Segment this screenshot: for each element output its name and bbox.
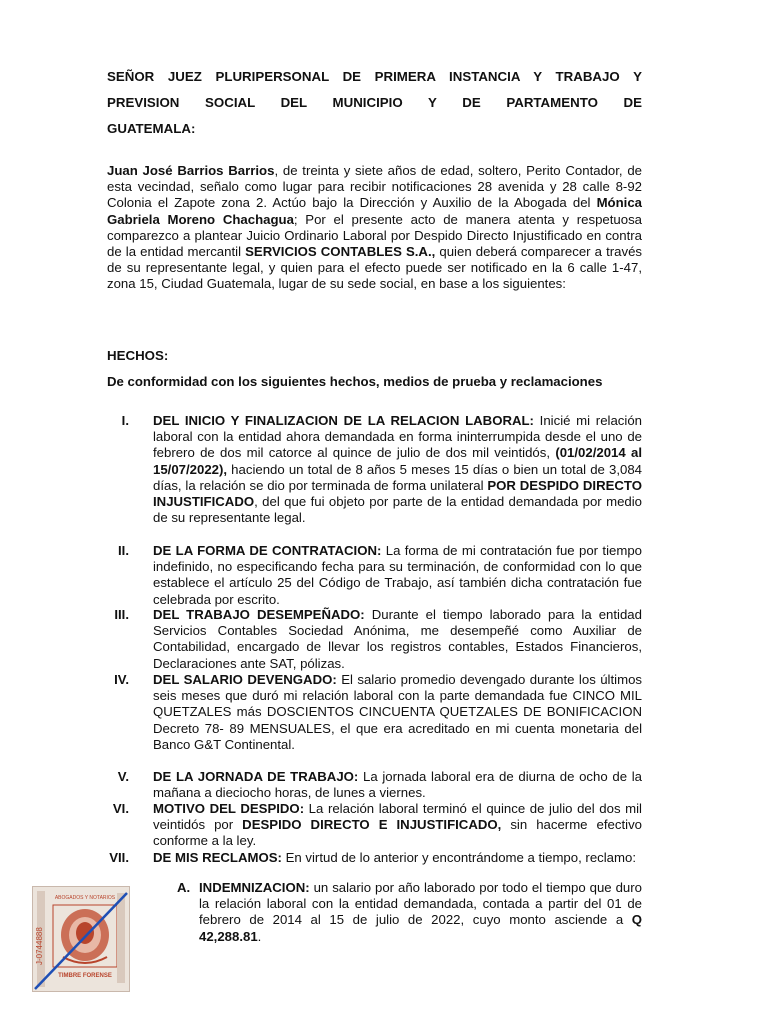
- fact-body: La jornada laboral era de diurna de ocho de la mañana a dieciocho horas, de lunes a viernes.: [153, 769, 642, 801]
- fact-title: DEL INICIO Y FINALIZACION DE LA RELACION LABORAL:: [153, 413, 534, 428]
- fact-body: En virtud de lo anterior y encontrándome a tiempo, reclamo:: [281, 850, 637, 865]
- plaintiff-name: Juan José Barrios Barrios: [107, 163, 275, 178]
- fact-number: II.: [118, 543, 129, 558]
- fact-text: [153, 769, 642, 801]
- fact-text: [153, 607, 642, 672]
- claim-text: [199, 880, 642, 945]
- intro-text-3: quien deberá comparecer a través de su representante legal, y quien para el efecto puede ser notificado en la 6 calle 1-47, zona 15, Ciudad Guatemala, lugar de su sede social, en base a los siguientes:: [107, 244, 642, 292]
- stamp-serial: J-0744888: [35, 927, 44, 965]
- intro-text-2: ; Por el presente acto de manera atenta y respetuosa comparezco a plantear Juicio Ordinario Laboral por Despido Directo Injustificado en contra de la entidad mercantil: [107, 211, 642, 260]
- intro-paragraph: [107, 163, 642, 293]
- hechos-intro: De conformidad con los siguientes hechos, medios de prueba y reclamaciones: [107, 374, 603, 389]
- fact-title: MOTIVO DEL DESPIDO:: [153, 801, 305, 816]
- fact-body: Durante el tiempo laborado para la entidad Servicios Contables Sociedad Anónima, me desempeñé como Auxiliar de Contabilidad, encargado de llevar los registros contables, Estados Financieros, Declaraciones ante SAT, pólizas.: [153, 607, 642, 671]
- forensic-stamp: [32, 886, 130, 992]
- fact-text: [153, 543, 642, 608]
- lawyer-name: Mónica Gabriela Moreno Chachagua: [107, 195, 642, 227]
- fact-emphasis: DESPIDO DIRECTO E INJUSTIFICADO,: [242, 817, 502, 833]
- fact-text: [153, 850, 642, 866]
- heading-line-2: PREVISION SOCIAL DEL MUNICIPIO Y DE PARTAMENTO DE: [107, 95, 642, 110]
- stamp-graphic: [33, 887, 129, 991]
- fact-body: La forma de mi contratación fue por tiempo indefinido, no especificando fecha para su terminación, de conformidad con lo que establece el artículo 25 del Código de Trabajo, así también dicha contratación fue celebrada por escrito.: [153, 543, 642, 607]
- heading-line-1: SEÑOR JUEZ PLURIPERSONAL DE PRIMERA INSTANCIA Y TRABAJO Y: [107, 69, 642, 84]
- fact-text: [153, 413, 642, 526]
- heading-line-3: GUATEMALA:: [107, 121, 196, 136]
- fact-number: V.: [117, 769, 129, 784]
- fact-body: , del que fui objeto por parte de la entidad demandada por medio de su representante legal.: [153, 494, 642, 526]
- fact-body: haciendo un total de 8 años 5 meses 15 días o bien un total de 3,084 días, la relación se dio por terminada de forma unilateral: [153, 461, 642, 493]
- stamp-line-2: TIMBRE FORENSE: [58, 973, 112, 979]
- claim-title: INDEMNIZACION:: [199, 880, 310, 895]
- fact-body: La relación laboral terminó el quince de julio del dos mil veintidós por: [153, 801, 642, 833]
- hechos-title: HECHOS:: [107, 348, 169, 363]
- fact-number: III.: [114, 607, 129, 622]
- claim-amount: Q 42,288.81: [199, 912, 642, 944]
- fact-title: DE LA FORMA DE CONTRATACION:: [153, 543, 382, 558]
- claim-body: .: [257, 928, 262, 944]
- fact-title: DE MIS RECLAMOS:: [153, 850, 282, 865]
- fact-emphasis: POR DESPIDO DIRECTO INJUSTIFICADO: [153, 477, 642, 510]
- fact-body: El salario promedio devengado durante los últimos seis meses que duró mi relación laboral con la parte demandada fue CINCO MIL QUETZALES más DOSCIENTOS CINCUENTA QUETZALES DE BONIFICACION Decreto 78- 89 MENSUALES, el que era acreditado en mi cuenta monetaria del Banco G&T Continental.: [153, 672, 642, 752]
- fact-text: [153, 801, 642, 850]
- fact-number: IV.: [114, 672, 129, 687]
- stamp-line-1: ABOGADOS Y NOTARIOS: [54, 895, 116, 901]
- defendant-company: SERVICIOS CONTABLES S.A.,: [245, 244, 436, 260]
- fact-dates: (01/02/2014 al 15/07/2022),: [153, 445, 642, 477]
- claim-letter: A.: [177, 880, 191, 895]
- fact-body: Inicié mi relación laboral con la entidad ahora demandada en forma ininterrumpida desde el uno de febrero de dos mil catorce al quince de julio de dos mil veintidós,: [153, 413, 642, 461]
- fact-title: DEL TRABAJO DESEMPEÑADO:: [153, 607, 365, 622]
- fact-title: DEL SALARIO DEVENGADO:: [153, 672, 337, 687]
- fact-text: [153, 672, 642, 753]
- fact-number: I.: [121, 413, 129, 428]
- fact-number: VI.: [112, 801, 129, 816]
- intro-text-1: , de treinta y siete años de edad, soltero, Perito Contador, de esta vecindad, señalo como lugar para recibir notificaciones 28 avenida y 28 calle 8-92 Colonia el Zapote zona 2. Actúo bajo la Dirección y Auxilio de la Abogada del: [107, 163, 642, 211]
- fact-title: DE LA JORNADA DE TRABAJO:: [153, 769, 359, 784]
- claim-body: un salario por año laborado por todo el tiempo que duro la relación laboral con la entidad demandada, contada a partir del 01 de febrero de 2014 al 15 de julio de 2022, cuyo monto asciende a: [199, 880, 642, 928]
- fact-body: sin hacerme efectivo conforme a la ley.: [153, 817, 642, 849]
- fact-number: VII.: [109, 850, 129, 865]
